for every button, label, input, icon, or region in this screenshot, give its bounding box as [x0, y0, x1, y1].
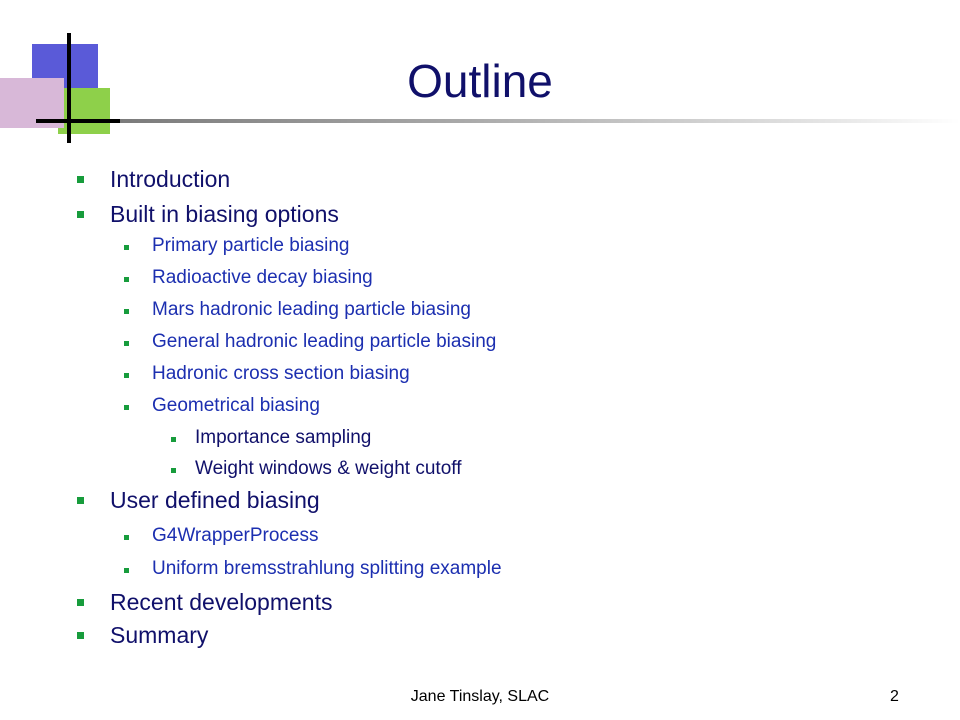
sub-bullet-uniform [152, 558, 502, 580]
bullet-text: Mars hadronic leading particle biasing [152, 299, 471, 320]
bullet-text: G4WrapperProcess [152, 525, 319, 546]
bullet-text: User defined biasing [110, 487, 320, 513]
bullet-marker [77, 632, 84, 639]
bullet-text: Summary [110, 622, 209, 648]
bullet-marker [124, 309, 129, 314]
bullet-text: Introduction [110, 166, 231, 192]
sub-sub-bullet-importance [195, 427, 371, 449]
sub-sub-bullet-weight-windows [195, 458, 462, 480]
bullet-user-defined [110, 487, 320, 514]
bullet-marker [124, 568, 129, 573]
bullet-text: Hadronic cross section biasing [152, 363, 410, 384]
bullet-text: Weight windows & weight cutoff [195, 458, 462, 479]
bullet-text: Primary particle biasing [152, 235, 350, 256]
bullet-marker [124, 405, 129, 410]
bullet-marker [77, 497, 84, 504]
bullet-text: General hadronic leading particle biasing [152, 331, 497, 352]
bullet-marker [77, 599, 84, 606]
bullet-marker [77, 211, 84, 218]
slide-title: Outline [407, 55, 553, 107]
title-underline [120, 119, 960, 123]
bullet-marker [124, 245, 129, 250]
sub-bullet-general [152, 331, 496, 353]
logo-horizontal-line [36, 119, 120, 123]
bullet-marker [124, 277, 129, 282]
bullet-marker [124, 535, 129, 540]
bullet-marker [77, 176, 84, 183]
sub-bullet-cross-section [152, 363, 410, 385]
bullet-marker [124, 341, 129, 346]
bullet-text: Importance sampling [195, 427, 372, 448]
bullet-marker [171, 437, 176, 442]
bullet-marker [171, 468, 176, 473]
sub-bullet-radioactive [152, 267, 373, 289]
bullet-introduction [110, 166, 230, 193]
footer-author: Jane Tinslay, SLAC [410, 688, 550, 705]
bullet-marker [124, 373, 129, 378]
bullet-text: Radioactive decay biasing [152, 267, 373, 288]
bullet-text: Recent developments [110, 589, 333, 615]
sub-bullet-mars [152, 299, 471, 321]
bullet-text: Built in biasing options [110, 201, 339, 227]
bullet-text: Geometrical biasing [152, 395, 320, 416]
bullet-text: Uniform bremsstrahlung splitting example [152, 558, 502, 579]
sub-bullet-primary [152, 235, 349, 257]
sub-bullet-geometrical [152, 395, 320, 417]
page-number: 2 [890, 688, 899, 705]
sub-bullet-wrapper [152, 525, 319, 547]
bullet-summary [110, 622, 208, 649]
bullet-built-in [110, 201, 339, 228]
bullet-recent [110, 589, 332, 616]
